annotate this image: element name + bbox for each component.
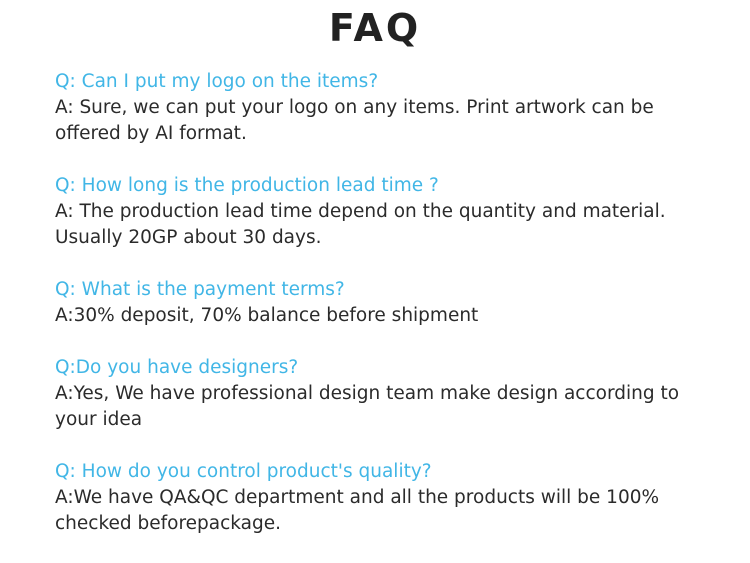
faq-item bbox=[55, 277, 725, 329]
faq-question: Q: What is the payment terms? bbox=[55, 279, 345, 300]
faq-question: Q: How long is the production lead time ? bbox=[55, 175, 439, 196]
faq-item bbox=[55, 355, 725, 433]
faq-question: Q:Do you have designers? bbox=[55, 357, 299, 378]
faq-question: Q: How do you control product's quality? bbox=[55, 461, 432, 482]
faq-question: Q: Can I put my logo on the items? bbox=[55, 71, 379, 92]
faq-answer: A: Sure, we can put your logo on any items. Print artwork can be offered by AI format. bbox=[55, 97, 654, 144]
faq-item bbox=[55, 173, 725, 251]
faq-item bbox=[55, 69, 725, 147]
faq-answer: A: The production lead time depend on the quantity and material. Usually 20GP about 30 days. bbox=[55, 201, 666, 248]
faq-answer: A:We have QA&QC department and all the products will be 100% checked beforepackage. bbox=[55, 487, 660, 534]
faq-item bbox=[55, 459, 725, 537]
faq-answer: A:Yes, We have professional design team make design according to your idea bbox=[55, 383, 680, 430]
faq-list bbox=[55, 69, 725, 563]
faq-answer: A:30% deposit, 70% balance before shipment bbox=[55, 305, 479, 326]
page-title: FAQ bbox=[328, 6, 422, 50]
